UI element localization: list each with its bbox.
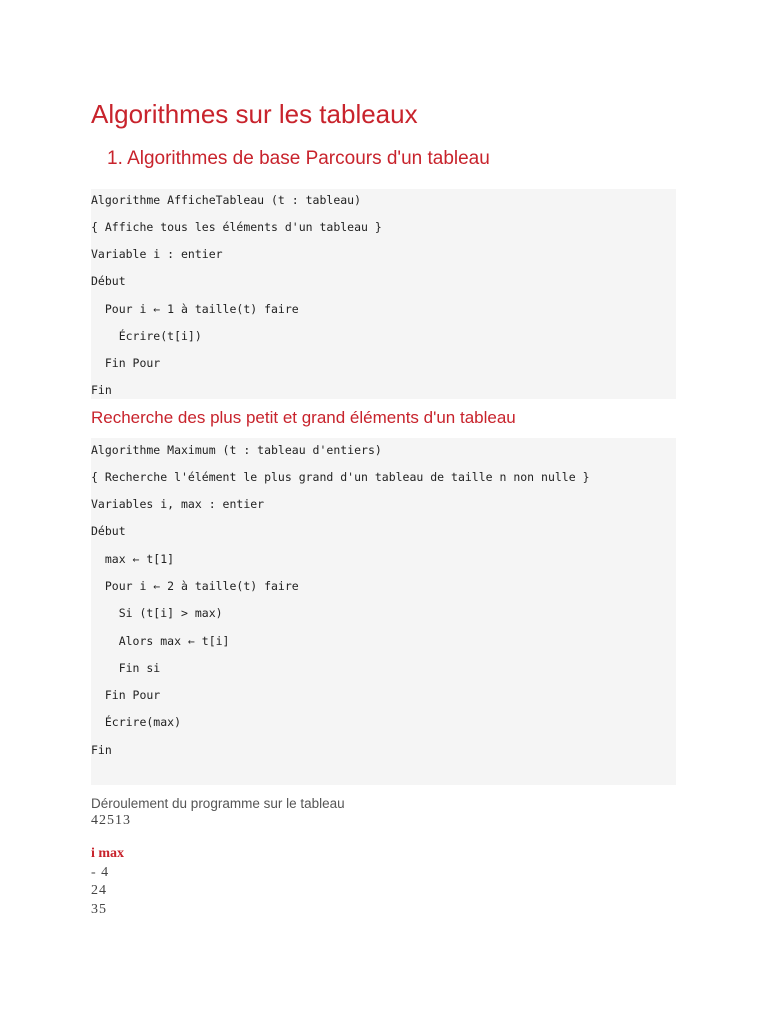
code-line: Début xyxy=(91,274,126,288)
code-line: Fin si xyxy=(91,661,161,675)
trace-row: 24 xyxy=(91,883,107,898)
code-line: Pour i ← 1 à taille(t) faire xyxy=(91,302,299,316)
code-line: Fin Pour xyxy=(91,356,161,370)
code-line: Algorithme AfficheTableau (t : tableau) xyxy=(91,193,362,207)
code-line: Pour i ← 2 à taille(t) faire xyxy=(91,579,299,593)
code-line: { Recherche l'élément le plus grand d'un tableau de taille n non nulle } xyxy=(91,470,590,484)
code-line: Écrire(t[i]) xyxy=(91,329,202,343)
trace-row: - 4 xyxy=(91,865,110,880)
trace-row: 35 xyxy=(91,902,107,917)
code-line: Début xyxy=(91,524,126,538)
trace-caption: Déroulement du programme sur le tableau xyxy=(91,796,345,811)
section-heading-parcours: 1. Algorithmes de base Parcours d'un tableau xyxy=(107,148,490,169)
section-heading-recherche: Recherche des plus petit et grand éléments d'un tableau xyxy=(91,408,516,427)
code-line: Fin xyxy=(91,383,112,397)
code-line: { Affiche tous les éléments d'un tableau } xyxy=(91,220,382,234)
code-line: Si (t[i] > max) xyxy=(91,606,223,620)
code-line: Fin xyxy=(91,743,112,757)
code-line: Écrire(max) xyxy=(91,715,182,729)
trace-table-header: i max xyxy=(91,846,125,861)
code-line: Variables i, max : entier xyxy=(91,497,265,511)
code-block-affiche-tableau xyxy=(91,189,676,399)
page-title: Algorithmes sur les tableaux xyxy=(91,99,418,129)
code-line: Algorithme Maximum (t : tableau d'entiers) xyxy=(91,443,382,457)
code-line: Alors max ← t[i] xyxy=(91,634,230,648)
trace-array: 42513 xyxy=(91,813,131,828)
code-block-maximum xyxy=(91,438,676,785)
code-line: Variable i : entier xyxy=(91,247,223,261)
code-line: Fin Pour xyxy=(91,688,161,702)
code-line: max ← t[1] xyxy=(91,552,175,566)
